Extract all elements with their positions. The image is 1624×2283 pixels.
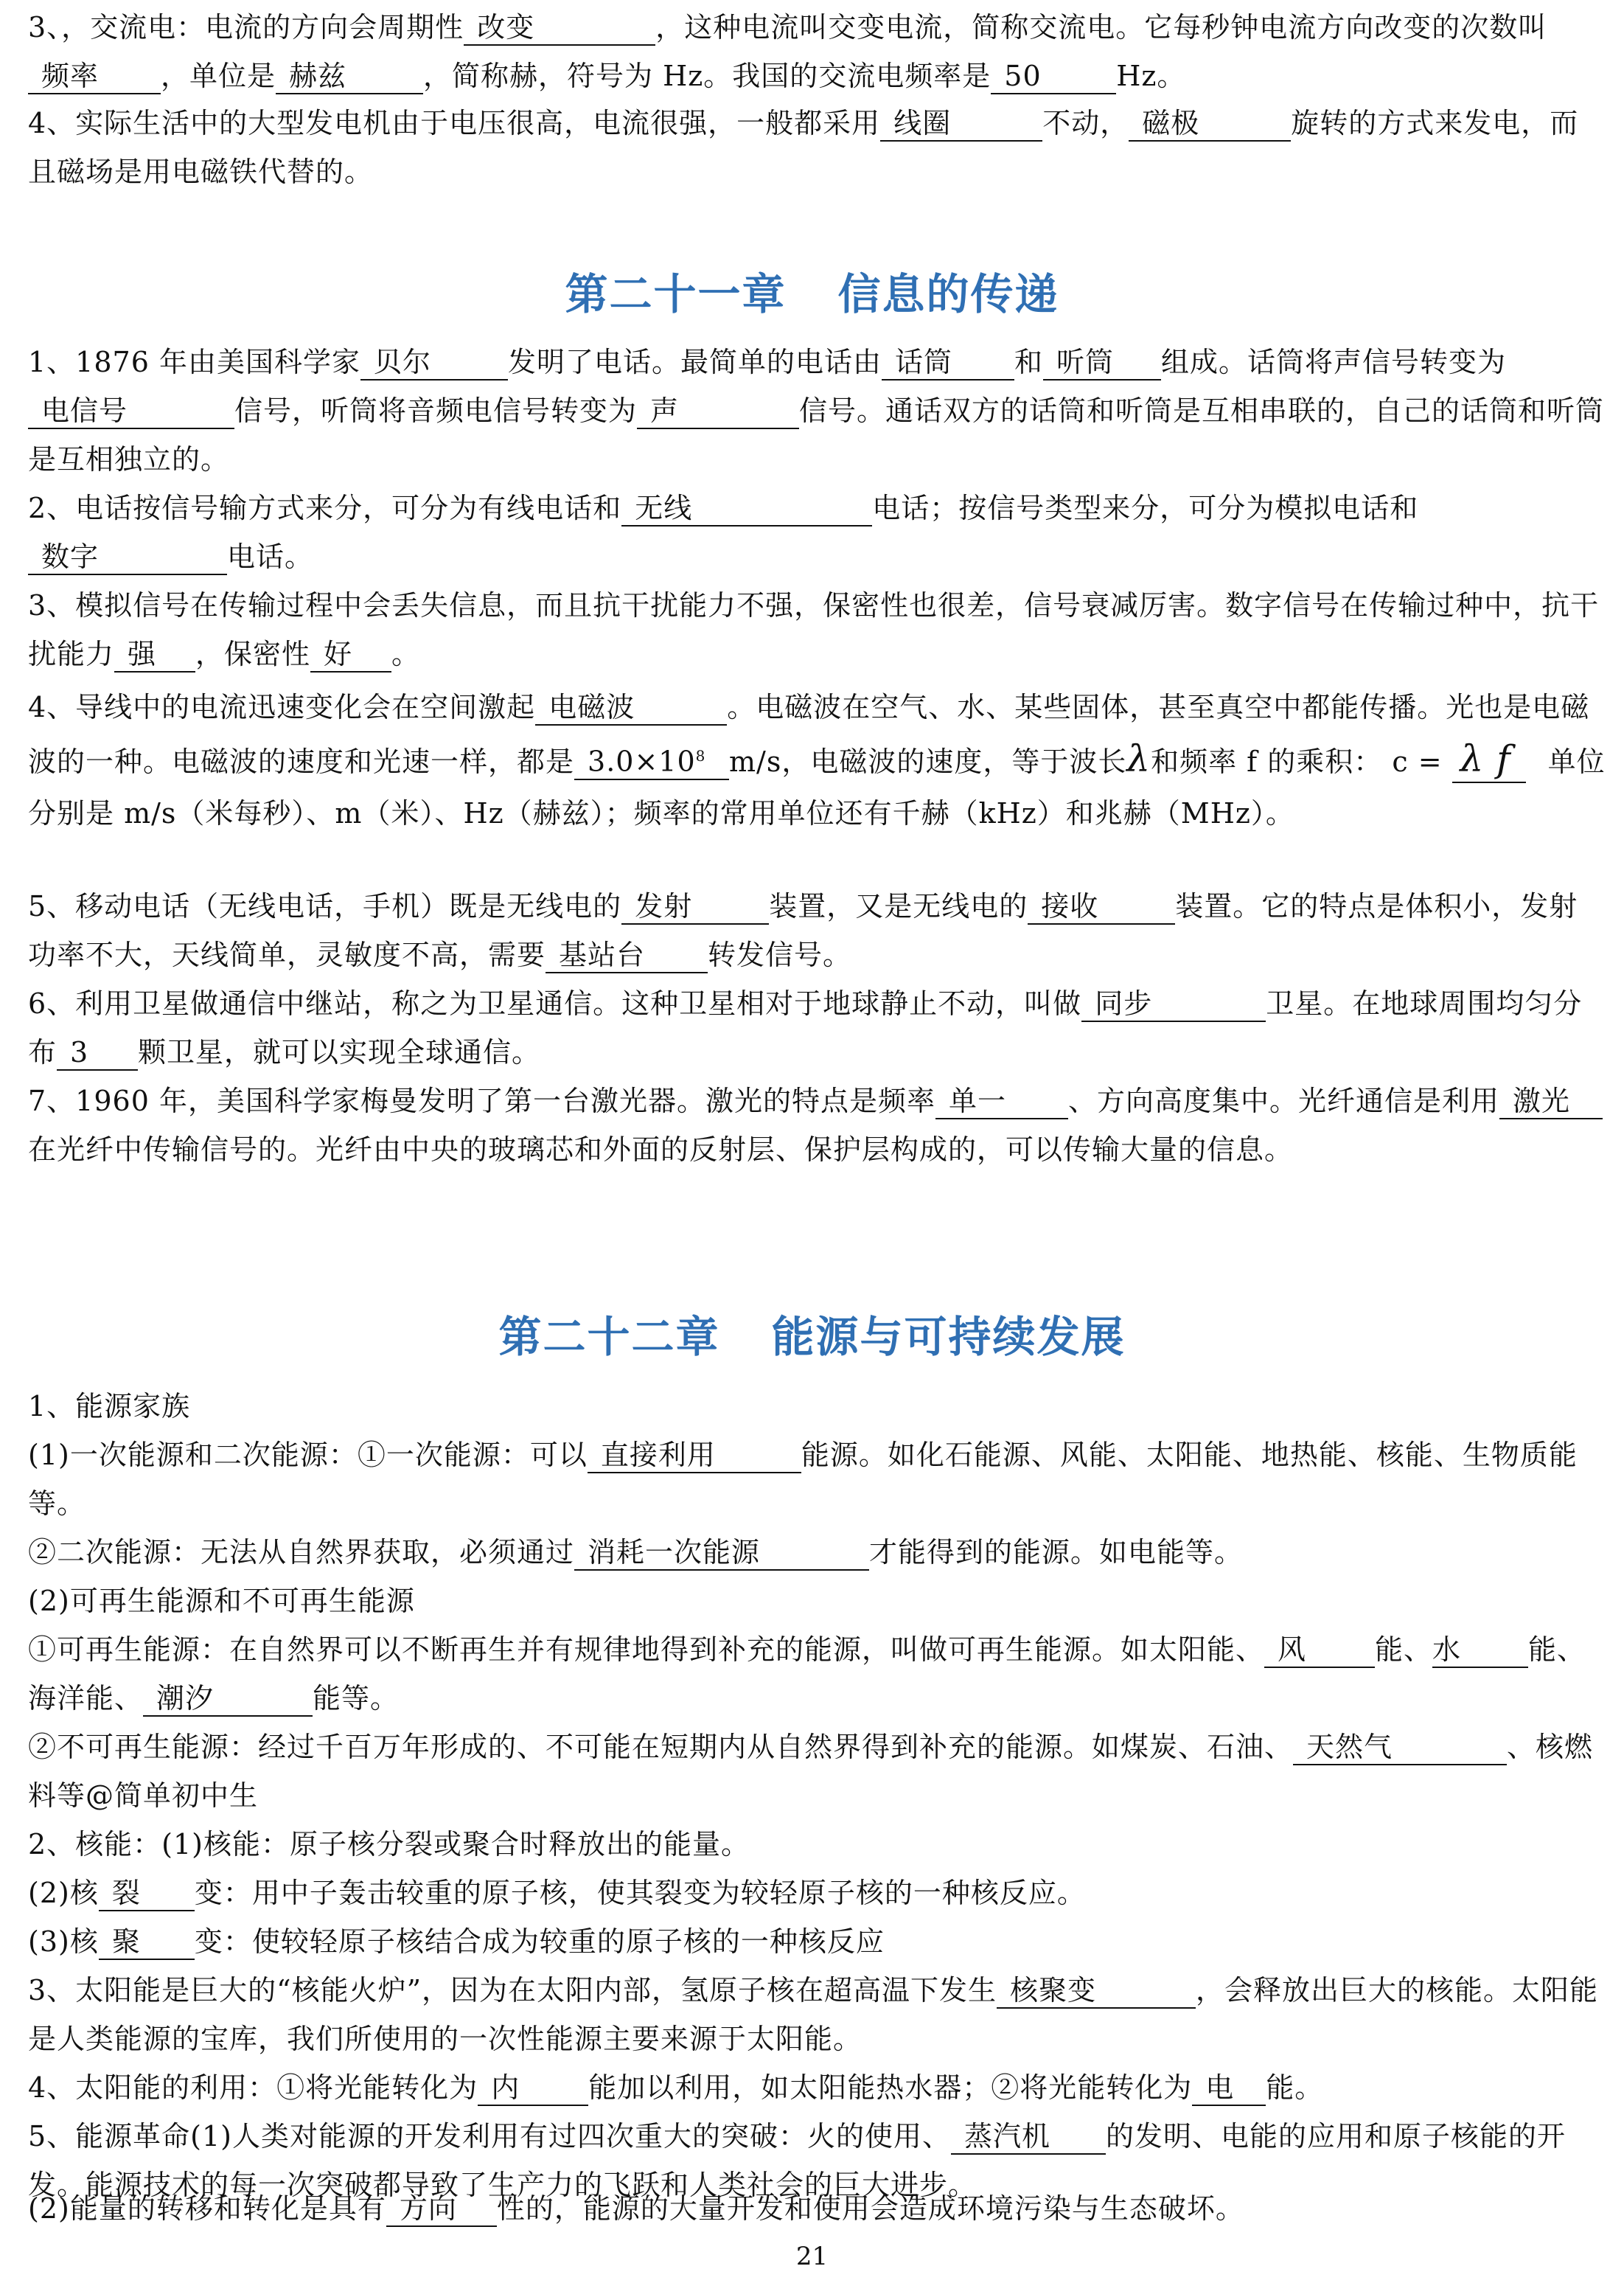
fill-blank: 3 — [57, 1035, 138, 1071]
fill-blank: 数字 — [28, 540, 227, 575]
fill-blank: 内 — [478, 2071, 588, 2106]
paragraph-fission: (2)核 裂 变：用中子轰击较重的原子核，使其裂变为较轻原子核的一种核反应。 — [28, 1869, 1606, 1917]
paragraph-fusion: (3)核 聚 变：使较轻原子核结合成为较重的原子核的一种核反应 — [28, 1917, 1606, 1966]
fill-blank: 直接利用 — [588, 1438, 801, 1473]
chapter-22-title: 第二十二章 能源与可持续发展 — [498, 1312, 1126, 1362]
paragraph-primary-energy: (1)一次能源和二次能源：①一次能源：可以 直接利用 能源。如化石能源、风能、太阳能、地热能、核能、生物质能等。 — [28, 1439, 1578, 1520]
paragraph-solar: 3、太阳能是巨大的“核能火炉”，因为在太阳内部，氢原子核在超高温下发生 核聚变 ，会释放出巨大的核能。太阳能是人类能源的宝库，我们所使用的一次性能源主要来源于太阳能。 — [28, 1974, 1599, 2055]
paragraph-laser: 7、1960 年，美国科学家梅曼发明了第一台激光器。激光的特点是频率 单一 、方向高度集中。光纤通信是利用 激光在光纤中传输信号的。光纤由中央的玻璃芯和外面的反射层、保护层构成的，可以传输大量的信息。 — [28, 1077, 1606, 1174]
fill-blank: 贝尔 — [360, 345, 508, 380]
paragraph-energy-revolution: 5、能源革命(1)人类对能源的开发利用有过四次重大的突破：火的使用、 蒸汽机 的发明、电能的应用和原子核能的开发。能源技术的每一次突破都导致了生产力的飞跃和人类社会的巨大进步。 — [28, 2120, 1567, 2201]
fill-blank: 声 — [637, 394, 799, 429]
fill-blank: 水 — [1432, 1633, 1528, 1668]
fill-blank: 聚 — [99, 1925, 195, 1960]
fill-blank: 电信号 — [28, 394, 234, 429]
fill-blank: 接收 — [1028, 889, 1175, 925]
paragraph-energy-direction: (2)能量的转移和转化是具有 方向 性的，能源的大量开发和使用会造成环境污染与生态破坏。 — [28, 2184, 1606, 2233]
fill-blank: 基站台 — [546, 938, 708, 973]
fill-blank: 风 — [1264, 1633, 1375, 1668]
paragraph-ac-current: 3、，交流电：电流的方向会周期性 改变 ，这种电流叫交变电流，简称交流电。它每秒钟电流方向改变的次数叫频率 ，单位是 赫兹 ，简称赫，符号为 Hz。我国的交流电频率是 50 Hz。 — [28, 3, 1606, 100]
fill-blank: 裂 — [99, 1876, 195, 1911]
fill-blank: 电磁波 — [535, 690, 727, 726]
fill-blank: 赫兹 — [276, 59, 423, 94]
fill-blank: 无线 — [621, 491, 872, 527]
nuclear-energy-line: 2、核能：(1)核能：原子核分裂或聚合时释放出的能量。 — [28, 1828, 750, 1860]
fill-blank: $3.0\times 10^8$ — [574, 739, 729, 780]
formula-lambda-f: λ f — [1460, 737, 1511, 780]
fill-blank: 天然气 — [1293, 1730, 1507, 1765]
fill-blank: 核聚变 — [997, 1973, 1196, 2009]
page-number: 21 — [795, 2242, 829, 2271]
paragraph-phone-types: 2、电话按信号输方式来分，可分为有线电话和 无线 电话；按信号类型来分，可分为模拟电话和数字 电话。 — [28, 484, 1606, 581]
fill-blank: 同步 — [1081, 987, 1266, 1022]
paragraph-nonrenewable: ②不可再生能源：经过千百万年形成的、不可能在短期内从自然界得到补充的能源。如煤炭、石油、 天然气 、核燃料等@简单初中生 — [28, 1731, 1594, 1812]
paragraph-mobile-phone: 5、移动电话（无线电话，手机）既是无线电的 发射 装置，又是无线电的 接收 装置。它的特点是体积小，发射功率不大，天线简单，灵敏度不高，需要 基站台 转发信号。 — [28, 882, 1606, 979]
fill-blank: 方向 — [386, 2192, 497, 2227]
fill-blank: 单一 — [935, 1084, 1068, 1119]
fill-blank: 好 — [310, 637, 391, 673]
paragraph-signals: 3、模拟信号在传输过程中会丢失信息，而且抗干扰能力不强，保密性也很差，信号衰减厉害。数字信号在传输过种中，抗干扰能力 强 ，保密性 好 。 — [28, 581, 1606, 678]
paragraph-renewable: ①可再生能源：在自然界可以不断再生并有规律地得到补充的能源，叫做可再生能源。如太阳能、 风 能、水 能、海洋能、 潮汐 能等。 — [28, 1625, 1606, 1723]
fill-blank: 消耗一次能源 — [574, 1535, 869, 1571]
chapter-21-title: 第二十一章 信息的传递 — [565, 269, 1059, 319]
formula-underline — [1452, 782, 1526, 783]
paragraph-solar-use: 4、太阳能的利用：①将光能转化为 内 能加以利用，如太阳能热水器；②将光能转化为 电 能。 — [28, 2063, 1606, 2112]
fill-blank: 蒸汽机 — [951, 2119, 1106, 2155]
fill-blank: 线圈 — [880, 106, 1042, 142]
fill-blank: 激光 — [1499, 1084, 1603, 1119]
paragraph-satellite: 6、利用卫星做通信中继站，称之为卫星通信。这种卫星相对于地球静止不动，叫做 同步 卫星。在地球周围均匀分布 3 颗卫星，就可以实现全球通信。 — [28, 979, 1606, 1077]
paragraph-em-waves: 4、导线中的电流迅速变化会在空间激起 电磁波 。电磁波在空气、水、某些固体，甚至真空中都能传播。光也是电磁波的一种。电磁波的速度和光速一样，都是 $3.0\times 10^8$ m/s，电磁波的速度，等于波长λ和频率 f 的乘积： c = λ f 单位分别是 m/s（米每秒）、m（米）、Hz（赫兹）；频率的常用单位还有千赫（kHz）和兆赫（MHz）。 — [28, 691, 1606, 830]
fill-blank: 50 — [991, 59, 1116, 94]
paragraph-secondary-energy: ②二次能源：无法从自然界获取，必须通过 消耗一次能源 才能得到的能源。如电能等。 — [28, 1528, 1606, 1577]
fill-blank: 潮汐 — [143, 1681, 313, 1717]
renewable-heading: (2)可再生能源和不可再生能源 — [28, 1585, 415, 1617]
fill-blank: 电 — [1192, 2071, 1266, 2106]
energy-family-heading: 1、能源家族 — [28, 1390, 191, 1422]
fill-blank: 话筒 — [882, 345, 1014, 380]
paragraph-telephone: 1、1876 年由美国科学家 贝尔 发明了电话。最简单的电话由 话筒 和 听筒 组成。话筒将声信号转变为电信号 信号，听筒将音频电信号转变为 声 信号。通话双方的话筒和听筒是互相串联的，自己的话筒和听筒是互相独立的。 — [28, 346, 1605, 476]
fill-blank: 频率 — [28, 59, 161, 94]
fill-blank: 听筒 — [1043, 345, 1161, 380]
fill-blank: 强 — [114, 637, 195, 673]
fill-blank: 发射 — [621, 889, 769, 925]
fill-blank: 磁极 — [1129, 106, 1291, 142]
paragraph-generator: 4、实际生活中的大型发电机由于电压很高，电流很强，一般都采用 线圈 不动， 磁极 旋转的方式来发电，而且磁场是用电磁铁代替的。 — [28, 107, 1579, 188]
fill-blank: 改变 — [464, 10, 655, 46]
